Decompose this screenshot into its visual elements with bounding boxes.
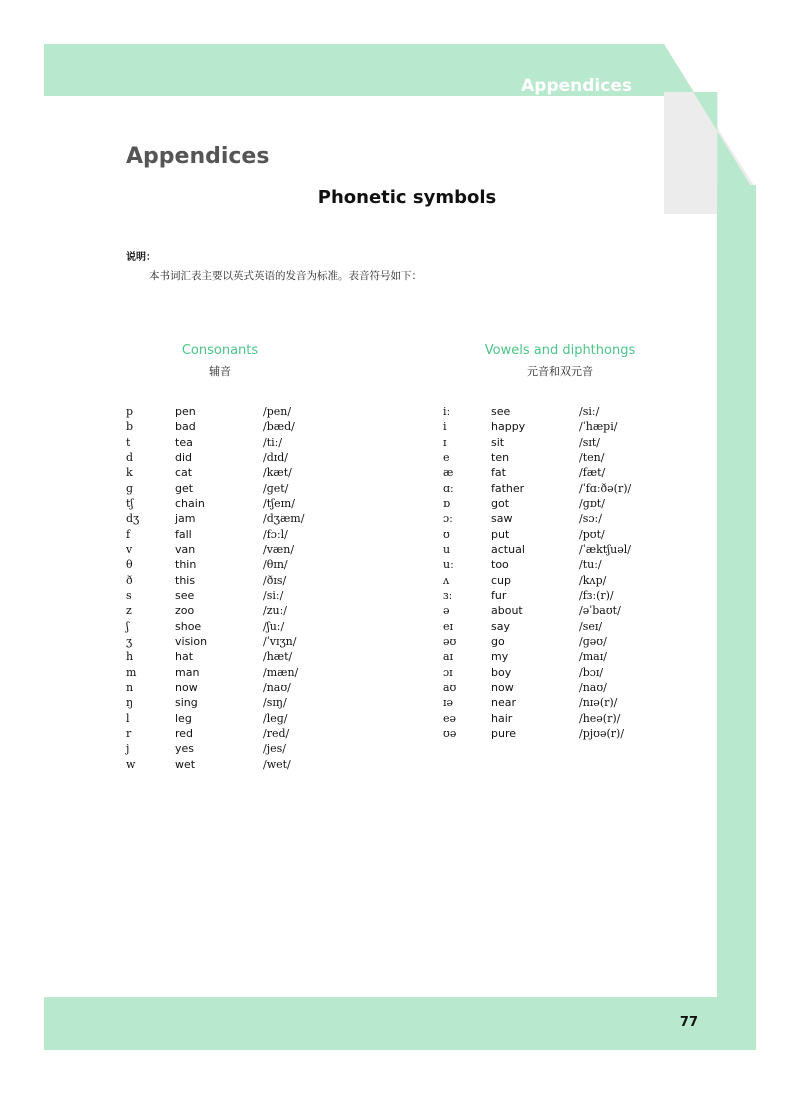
consonants-word: did <box>175 450 193 464</box>
vowels-row <box>443 619 713 634</box>
vowels-table <box>443 404 713 741</box>
vowels-symbol: eɪ <box>443 619 454 633</box>
consonants-word: red <box>175 726 194 740</box>
vowels-symbol: e <box>443 450 450 464</box>
vowels-symbol: ɪə <box>443 696 454 710</box>
consonants-row <box>126 450 386 465</box>
vowels-symbol: ɪ <box>443 435 447 449</box>
vowels-ipa: /fæt/ <box>579 466 606 480</box>
vowels-symbol: ɔː <box>443 512 453 526</box>
vowels-ipa: /fɜː(r)/ <box>579 588 614 602</box>
vowels-ipa: /sɪt/ <box>579 435 600 449</box>
vowels-word: boy <box>491 665 512 679</box>
vowels-word: actual <box>491 542 525 556</box>
vowels-symbol: ɑː <box>443 481 454 495</box>
vowels-word: fat <box>491 466 506 480</box>
consonants-ipa: /dɪd/ <box>263 450 289 464</box>
vowels-symbol: əʊ <box>443 634 457 648</box>
consonants-symbol: l <box>126 711 130 725</box>
vowels-symbol: u <box>443 542 451 556</box>
vowels-symbol: eə <box>443 711 457 725</box>
vowels-row <box>443 680 713 695</box>
vowels-ipa: /əˈbaʊt/ <box>579 604 621 618</box>
note-text: 本书词汇表主要以英式英语的发音为标准。表音符号如下： <box>149 270 422 282</box>
vowels-row <box>443 419 713 434</box>
vowels-word: hair <box>491 711 513 725</box>
vowels-row <box>443 649 713 664</box>
consonants-word: fall <box>175 527 192 541</box>
consonants-row <box>126 757 386 772</box>
consonants-ipa: /tʃeɪn/ <box>263 496 295 510</box>
consonants-ipa: /pen/ <box>263 405 292 418</box>
vowels-ipa: /ˈfɑːðə(r)/ <box>579 481 632 495</box>
consonants-ipa: /ˈvɪʒn/ <box>263 634 297 648</box>
vowels-symbol: i <box>443 420 447 434</box>
vowels-ipa: /sɔː/ <box>579 512 602 526</box>
consonants-symbol: p <box>126 405 134 418</box>
consonants-ipa: /ɡet/ <box>263 481 289 495</box>
consonants-word: yes <box>175 742 195 756</box>
vowels-row <box>443 511 713 526</box>
vowels-ipa: /ten/ <box>579 450 605 464</box>
vowels-word: pure <box>491 726 517 740</box>
consonants-row <box>126 680 386 695</box>
consonants-row <box>126 496 386 511</box>
consonants-word: see <box>175 588 195 602</box>
consonants-ipa: /θɪn/ <box>263 558 288 572</box>
vowels-symbol: ɒ <box>443 496 451 510</box>
consonants-symbol: r <box>126 726 132 740</box>
consonants-ipa: /hæt/ <box>263 650 293 664</box>
consonants-symbol: ʃ <box>126 619 129 633</box>
footer-band <box>44 997 756 1050</box>
consonants-word: jam <box>175 512 196 526</box>
consonants-symbol: ŋ <box>126 696 134 710</box>
consonants-ipa: /red/ <box>263 726 290 740</box>
vowels-row <box>443 465 713 480</box>
consonants-row <box>126 527 386 542</box>
consonants-row <box>126 557 386 572</box>
vowels-symbol: ɔɪ <box>443 665 453 679</box>
consonants-ipa: /wet/ <box>263 757 291 771</box>
right-band <box>717 185 756 1000</box>
vowels-word: happy <box>491 420 526 434</box>
consonants-ipa: /leɡ/ <box>263 711 288 725</box>
vowels-word: cup <box>491 573 512 587</box>
consonants-row <box>126 419 386 434</box>
consonants-symbol: n <box>126 680 134 694</box>
consonants-word: zoo <box>175 604 195 618</box>
vowels-word: too <box>491 558 509 572</box>
consonants-word: hat <box>175 650 194 664</box>
vowels-symbol: æ <box>443 466 454 480</box>
consonants-row <box>126 634 386 649</box>
vowels-symbol: aʊ <box>443 680 457 694</box>
vowels-word: near <box>491 696 517 710</box>
vowels-ipa: /nɪə(r)/ <box>579 696 618 710</box>
consonants-row <box>126 542 386 557</box>
consonants-symbol: m <box>126 665 137 679</box>
consonants-ipa: /ðɪs/ <box>263 573 287 587</box>
vowels-ipa: /naʊ/ <box>579 680 607 694</box>
consonants-row <box>126 404 386 419</box>
consonants-symbol: ʒ <box>126 634 133 648</box>
consonants-symbol: dʒ <box>126 512 140 526</box>
consonants-word: tea <box>175 435 193 449</box>
consonants-ipa: /fɔːl/ <box>263 527 288 541</box>
vowels-word: about <box>491 604 523 618</box>
vowels-symbol: ə <box>443 604 450 618</box>
consonants-symbol: tʃ <box>126 496 134 510</box>
consonants-row <box>126 481 386 496</box>
vowels-ipa: /ˈhæpi/ <box>579 420 618 434</box>
consonants-word: chain <box>175 496 205 510</box>
consonants-ipa: /sɪŋ/ <box>263 696 287 710</box>
consonants-word: shoe <box>175 619 202 633</box>
consonants-ipa: /kæt/ <box>263 466 292 480</box>
consonants-word: now <box>175 680 198 694</box>
consonants-ipa: /ʃuː/ <box>263 619 285 633</box>
vowels-ipa: /kʌp/ <box>579 573 607 587</box>
page-number: 77 <box>679 1015 698 1030</box>
consonants-word: pen <box>175 405 196 418</box>
consonants-symbol: s <box>126 588 132 602</box>
vowels-word: now <box>491 680 514 694</box>
vowels-word: say <box>491 619 510 633</box>
vowels-symbol: aɪ <box>443 650 454 664</box>
vowels-word: saw <box>491 512 513 526</box>
vowels-word: put <box>491 527 510 541</box>
consonants-symbol: z <box>126 604 132 618</box>
consonants-word: sing <box>175 696 198 710</box>
consonants-word: get <box>175 481 194 495</box>
consonants-word: wet <box>175 757 196 771</box>
consonants-word: man <box>175 665 200 679</box>
vowels-ipa: /ɡəʊ/ <box>579 634 607 648</box>
vowels-word: sit <box>491 435 505 449</box>
vowels-row <box>443 542 713 557</box>
consonants-row <box>126 619 386 634</box>
vowels-ipa: /seɪ/ <box>579 619 603 633</box>
vowels-subtitle: 元音和双元音 <box>527 365 593 378</box>
vowels-row <box>443 481 713 496</box>
vowels-symbol: uː <box>443 558 454 572</box>
consonants-word: vision <box>175 634 208 648</box>
consonants-symbol: f <box>126 527 131 541</box>
vowels-ipa: /tuː/ <box>579 558 602 572</box>
consonants-row <box>126 465 386 480</box>
consonants-subtitle: 辅音 <box>209 365 231 378</box>
vowels-row <box>443 450 713 465</box>
consonants-symbol: ɡ <box>126 481 134 495</box>
consonants-word: leg <box>175 711 192 725</box>
consonants-word: this <box>175 573 196 587</box>
vowels-word: see <box>491 405 511 418</box>
consonants-word: cat <box>175 466 193 480</box>
consonants-ipa: /væn/ <box>263 542 295 556</box>
vowels-word: go <box>491 634 505 648</box>
section-label: Appendices <box>521 76 632 96</box>
consonants-symbol: j <box>126 742 130 756</box>
vowels-row <box>443 496 713 511</box>
consonants-ipa: /siː/ <box>263 588 284 602</box>
consonants-symbol: v <box>126 542 133 556</box>
vowels-word: fur <box>491 588 507 602</box>
consonants-ipa: /mæn/ <box>263 665 299 679</box>
consonants-ipa: /zuː/ <box>263 604 287 618</box>
consonants-row <box>126 741 386 756</box>
consonants-ipa: /bæd/ <box>263 420 295 434</box>
consonants-symbol: w <box>126 757 136 771</box>
consonants-row <box>126 649 386 664</box>
consonants-symbol: k <box>126 466 133 480</box>
vowels-ipa: /maɪ/ <box>579 650 607 664</box>
vowels-word: my <box>491 650 509 664</box>
consonants-row <box>126 603 386 618</box>
vowels-symbol: iː <box>443 405 451 418</box>
vowels-word: got <box>491 496 510 510</box>
vowels-symbol: ʊ <box>443 527 450 541</box>
consonants-word: van <box>175 542 196 556</box>
consonants-symbol: t <box>126 435 131 449</box>
consonants-ipa: /dʒæm/ <box>263 512 305 526</box>
consonants-ipa: /tiː/ <box>263 435 283 449</box>
vowels-row <box>443 603 713 618</box>
consonants-symbol: d <box>126 450 134 464</box>
consonants-symbol: θ <box>126 558 133 572</box>
vowels-symbol: ʌ <box>443 573 450 587</box>
vowels-ipa: /pjʊə(r)/ <box>579 726 625 740</box>
consonants-row <box>126 511 386 526</box>
vowels-row <box>443 711 713 726</box>
vowels-row <box>443 588 713 603</box>
consonants-symbol: ð <box>126 573 133 587</box>
vowels-row <box>443 527 713 542</box>
vowels-ipa: /heə(r)/ <box>579 711 621 725</box>
vowels-ipa: /bɔɪ/ <box>579 665 604 679</box>
vowels-symbol: ʊə <box>443 726 457 740</box>
vowels-row <box>443 573 713 588</box>
consonants-row <box>126 665 386 680</box>
consonants-symbol: b <box>126 420 134 434</box>
page-heading: Appendices <box>126 144 270 169</box>
vowels-row <box>443 665 713 680</box>
consonants-row <box>126 573 386 588</box>
consonants-ipa: /jes/ <box>263 742 286 756</box>
note-label: 说明： <box>126 252 156 263</box>
vowels-symbol: ɜː <box>443 588 453 602</box>
consonants-word: thin <box>175 558 197 572</box>
vowels-row <box>443 634 713 649</box>
vowels-word: father <box>491 481 525 495</box>
vowels-row <box>443 695 713 710</box>
vowels-ipa: /ˈæktʃuəl/ <box>579 542 631 556</box>
vowels-word: ten <box>491 450 510 464</box>
consonants-row <box>126 695 386 710</box>
vowels-row <box>443 557 713 572</box>
consonants-word: bad <box>175 420 196 434</box>
page-subheading: Phonetic symbols <box>317 187 497 208</box>
vowels-ipa: /ɡɒt/ <box>579 496 605 510</box>
vowels-row <box>443 726 713 741</box>
consonants-title: Consonants <box>181 343 259 358</box>
consonants-ipa: /naʊ/ <box>263 680 291 694</box>
consonants-row <box>126 588 386 603</box>
consonants-row <box>126 726 386 741</box>
vowels-row <box>443 404 713 419</box>
vowels-ipa: /siː/ <box>579 405 600 418</box>
consonants-row <box>126 711 386 726</box>
consonants-table <box>126 404 386 772</box>
vowels-row <box>443 435 713 450</box>
vowels-ipa: /pʊt/ <box>579 527 605 541</box>
vowels-title: Vowels and diphthongs <box>484 343 636 358</box>
consonants-row <box>126 435 386 450</box>
consonants-symbol: h <box>126 650 134 664</box>
